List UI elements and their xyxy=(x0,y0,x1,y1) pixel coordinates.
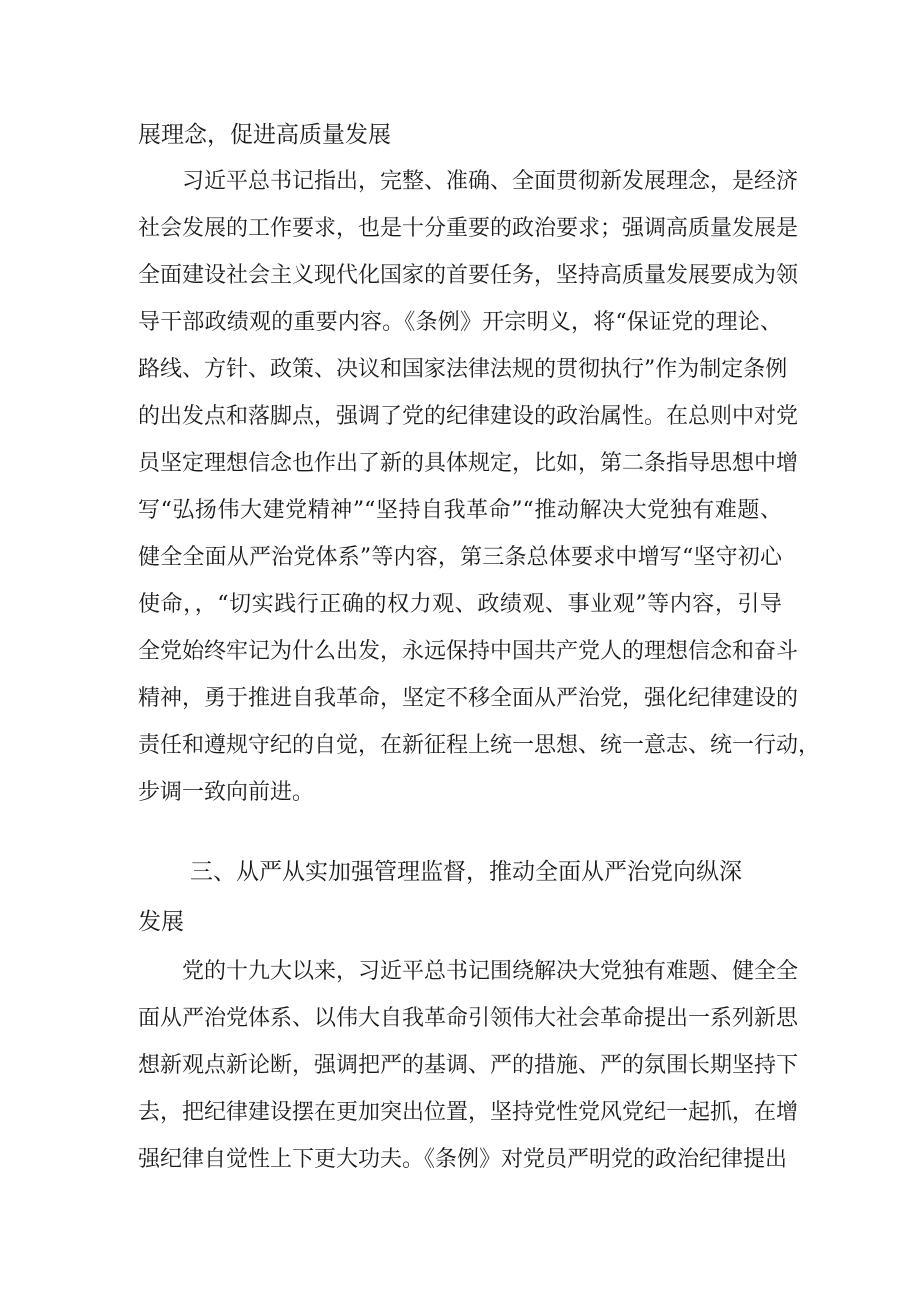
text-line: 员坚定理想信念也作出了新的具体规定，比如，第二条指导思想中增 xyxy=(138,451,799,476)
text-line: 步调一致向前进。 xyxy=(138,780,315,805)
text-line: 的出发点和落脚点，强调了党的纪律建设的政治属性。在总则中对党 xyxy=(138,404,799,429)
text-line: 强纪律自觉性上下更大功夫。《条例》对党员严明党的政治纪律提出 xyxy=(138,1147,788,1172)
section-heading-line: 发展 xyxy=(138,909,184,935)
text-line: 去，把纪律建设摆在更加突出位置，坚持党性党风党纪一起抓，在增 xyxy=(138,1100,799,1125)
text-line: 全党始终牢记为什么出发，永远保持中国共产党人的理想信念和奋斗 xyxy=(138,639,799,664)
text-line: 想新观点新论断，强调把严的基调、严的措施、严的氛围长期坚持下 xyxy=(138,1053,799,1078)
text-line: 责任和遵规守纪的自觉，在新征程上统一思想、统一意志、统一行动， xyxy=(138,733,821,758)
text-line: 全面建设社会主义现代化国家的首要任务，坚持高质量发展要成为领 xyxy=(138,263,799,288)
text-line: 使命，，“切实践行正确的权力观、政绩观、事业观”等内容，引导 xyxy=(138,592,782,617)
text-line: 路线、方针、政策、决议和国家法律法规的贯彻执行”作为制定条例 xyxy=(138,357,788,382)
section-heading-continuation: 展理念，促进高质量发展 xyxy=(138,122,391,148)
text-line: 党的十九大以来，习近平总书记围绕解决大党独有难题、健全全 xyxy=(182,959,799,984)
text-line: 健全全面从严治党体系”等内容，第三条总体要求中增写“坚守初心 xyxy=(138,545,782,570)
section-heading-line: 三、从严从实加强管理监督，推动全面从严治党向纵深 xyxy=(190,859,742,885)
text-line: 习近平总书记指出，完整、准确、全面贯彻新发展理念，是经济 xyxy=(182,169,799,194)
text-line: 精神，勇于推进自我革命，坚定不移全面从严治党，强化纪律建设的 xyxy=(138,686,799,711)
text-line: 写“弘扬伟大建党精神”“坚持自我革命”“推动解决大党独有难题、 xyxy=(138,498,782,523)
text-line: 导干部政绩观的重要内容。《条例》开宗明义，将“保证党的理论、 xyxy=(138,310,782,335)
text-line: 面从严治党体系、以伟大自我革命引领伟大社会革命提出一系列新思 xyxy=(138,1006,799,1031)
text-line: 社会发展的工作要求，也是十分重要的政治要求；强调高质量发展是 xyxy=(138,216,799,241)
